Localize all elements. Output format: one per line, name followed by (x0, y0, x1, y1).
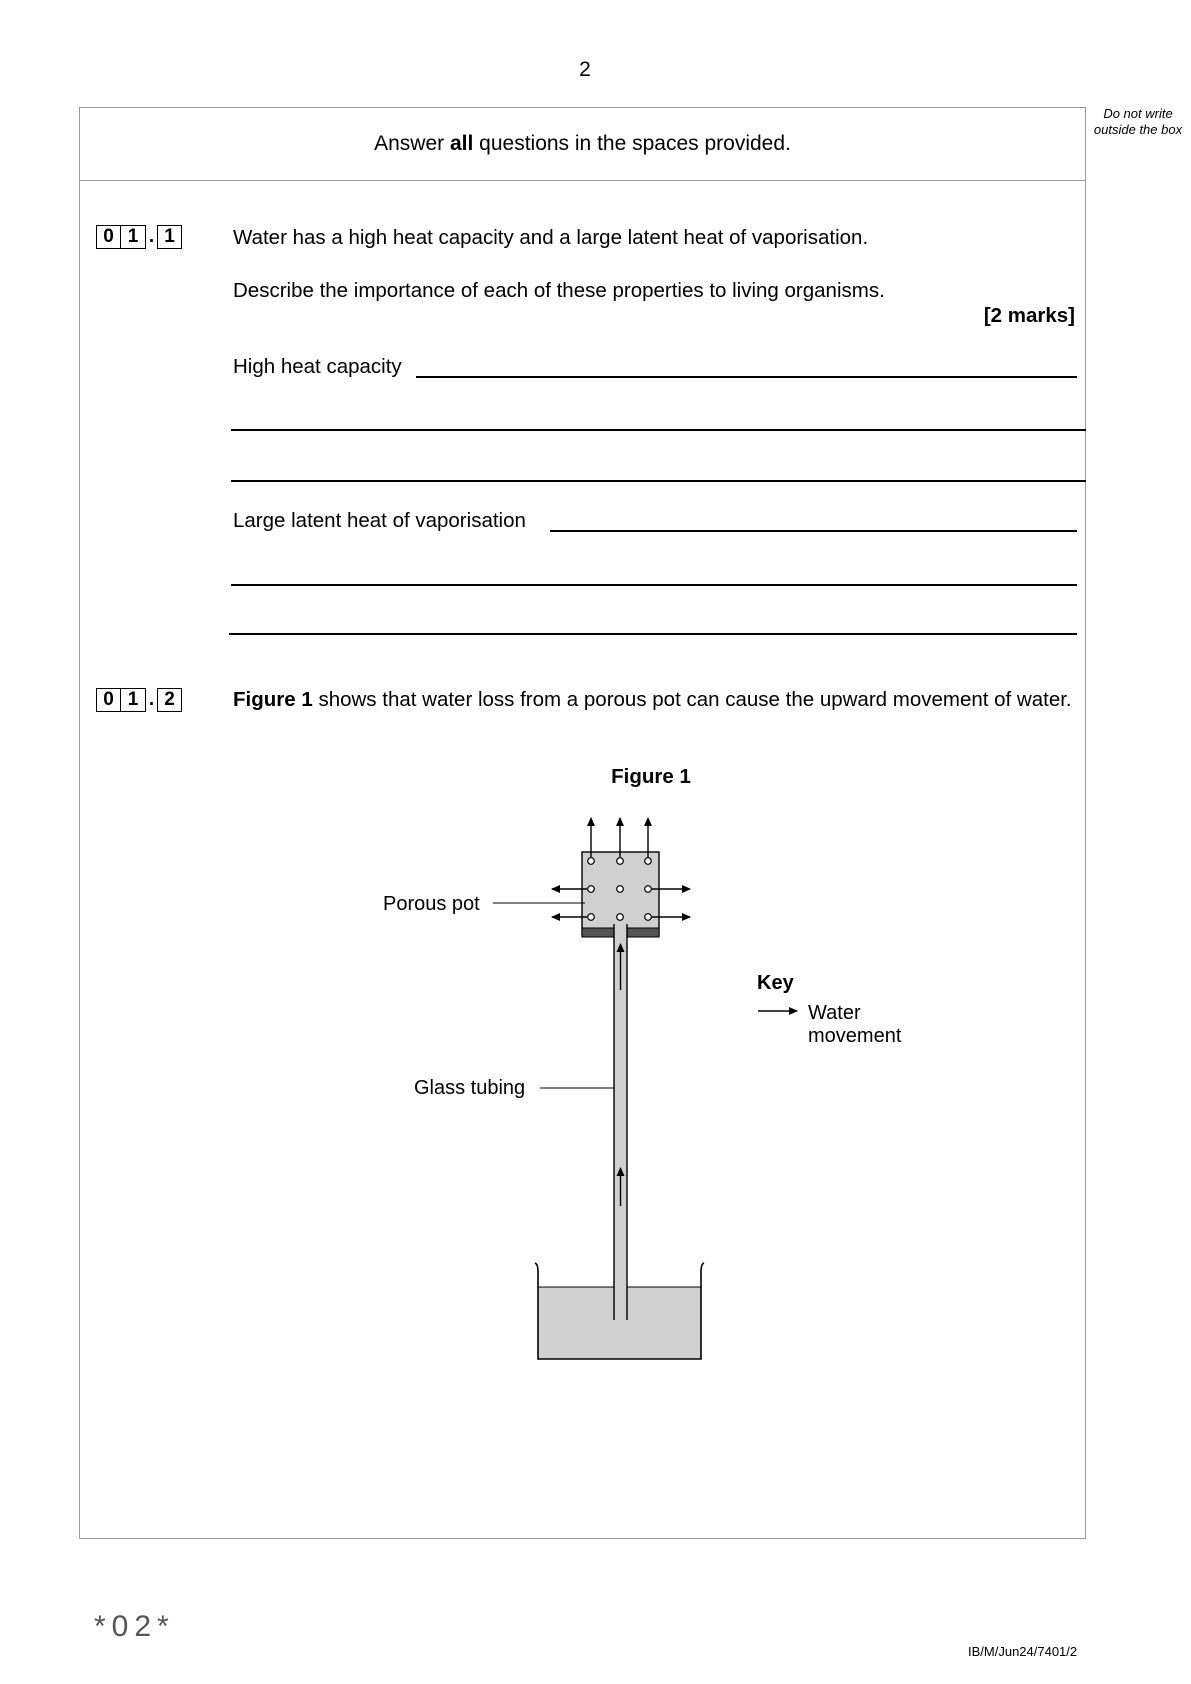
margin-note: Do not write outside the box (1093, 106, 1183, 137)
qnum-digit: 1 (157, 225, 182, 249)
qnum-digit: 1 (121, 688, 146, 712)
porous-pot (552, 818, 690, 938)
paper-code: IB/M/Jun24/7401/2 (968, 1644, 1078, 1659)
figure-title: Figure 1 (611, 765, 691, 788)
label-porous-pot: Porous pot (383, 893, 480, 915)
figure-key (757, 972, 902, 1047)
qnum-dot: . (148, 689, 155, 710)
figure-ref: Figure 1 (233, 688, 313, 711)
answer-label-latent-heat: Large latent heat of vaporisation (233, 509, 526, 532)
qnum-digit: 2 (157, 688, 182, 712)
instructions-suffix: questions in the spaces provided. (473, 131, 791, 155)
qnum-digit: 0 (96, 688, 121, 712)
key-label-line1: Water (808, 1002, 861, 1024)
label-glass-tubing: Glass tubing (414, 1077, 526, 1099)
marks-label: [2 marks] (983, 304, 1075, 327)
instructions-bold: all (449, 131, 474, 155)
instructions-prefix: Answer (374, 131, 450, 155)
qnum-dot: . (148, 226, 155, 247)
answer-label-heat-capacity: High heat capacity (233, 355, 402, 378)
question-statement: Water has a high heat capacity and a large latent heat of vaporisation. (233, 226, 869, 249)
page-stamp: *02* (94, 1610, 175, 1643)
question-text: shows that water loss from a porous pot can cause the upward movement of water. (312, 688, 1072, 711)
key-label-line2: movement (808, 1025, 902, 1047)
page-number: 2 (579, 58, 591, 81)
question-task: Describe the importance of each of these properties to living organisms. (233, 279, 885, 302)
qnum-digit: 1 (121, 225, 146, 249)
glass-tubing (614, 938, 627, 1320)
qnum-digit: 0 (96, 225, 121, 249)
key-title: Key (757, 972, 794, 994)
